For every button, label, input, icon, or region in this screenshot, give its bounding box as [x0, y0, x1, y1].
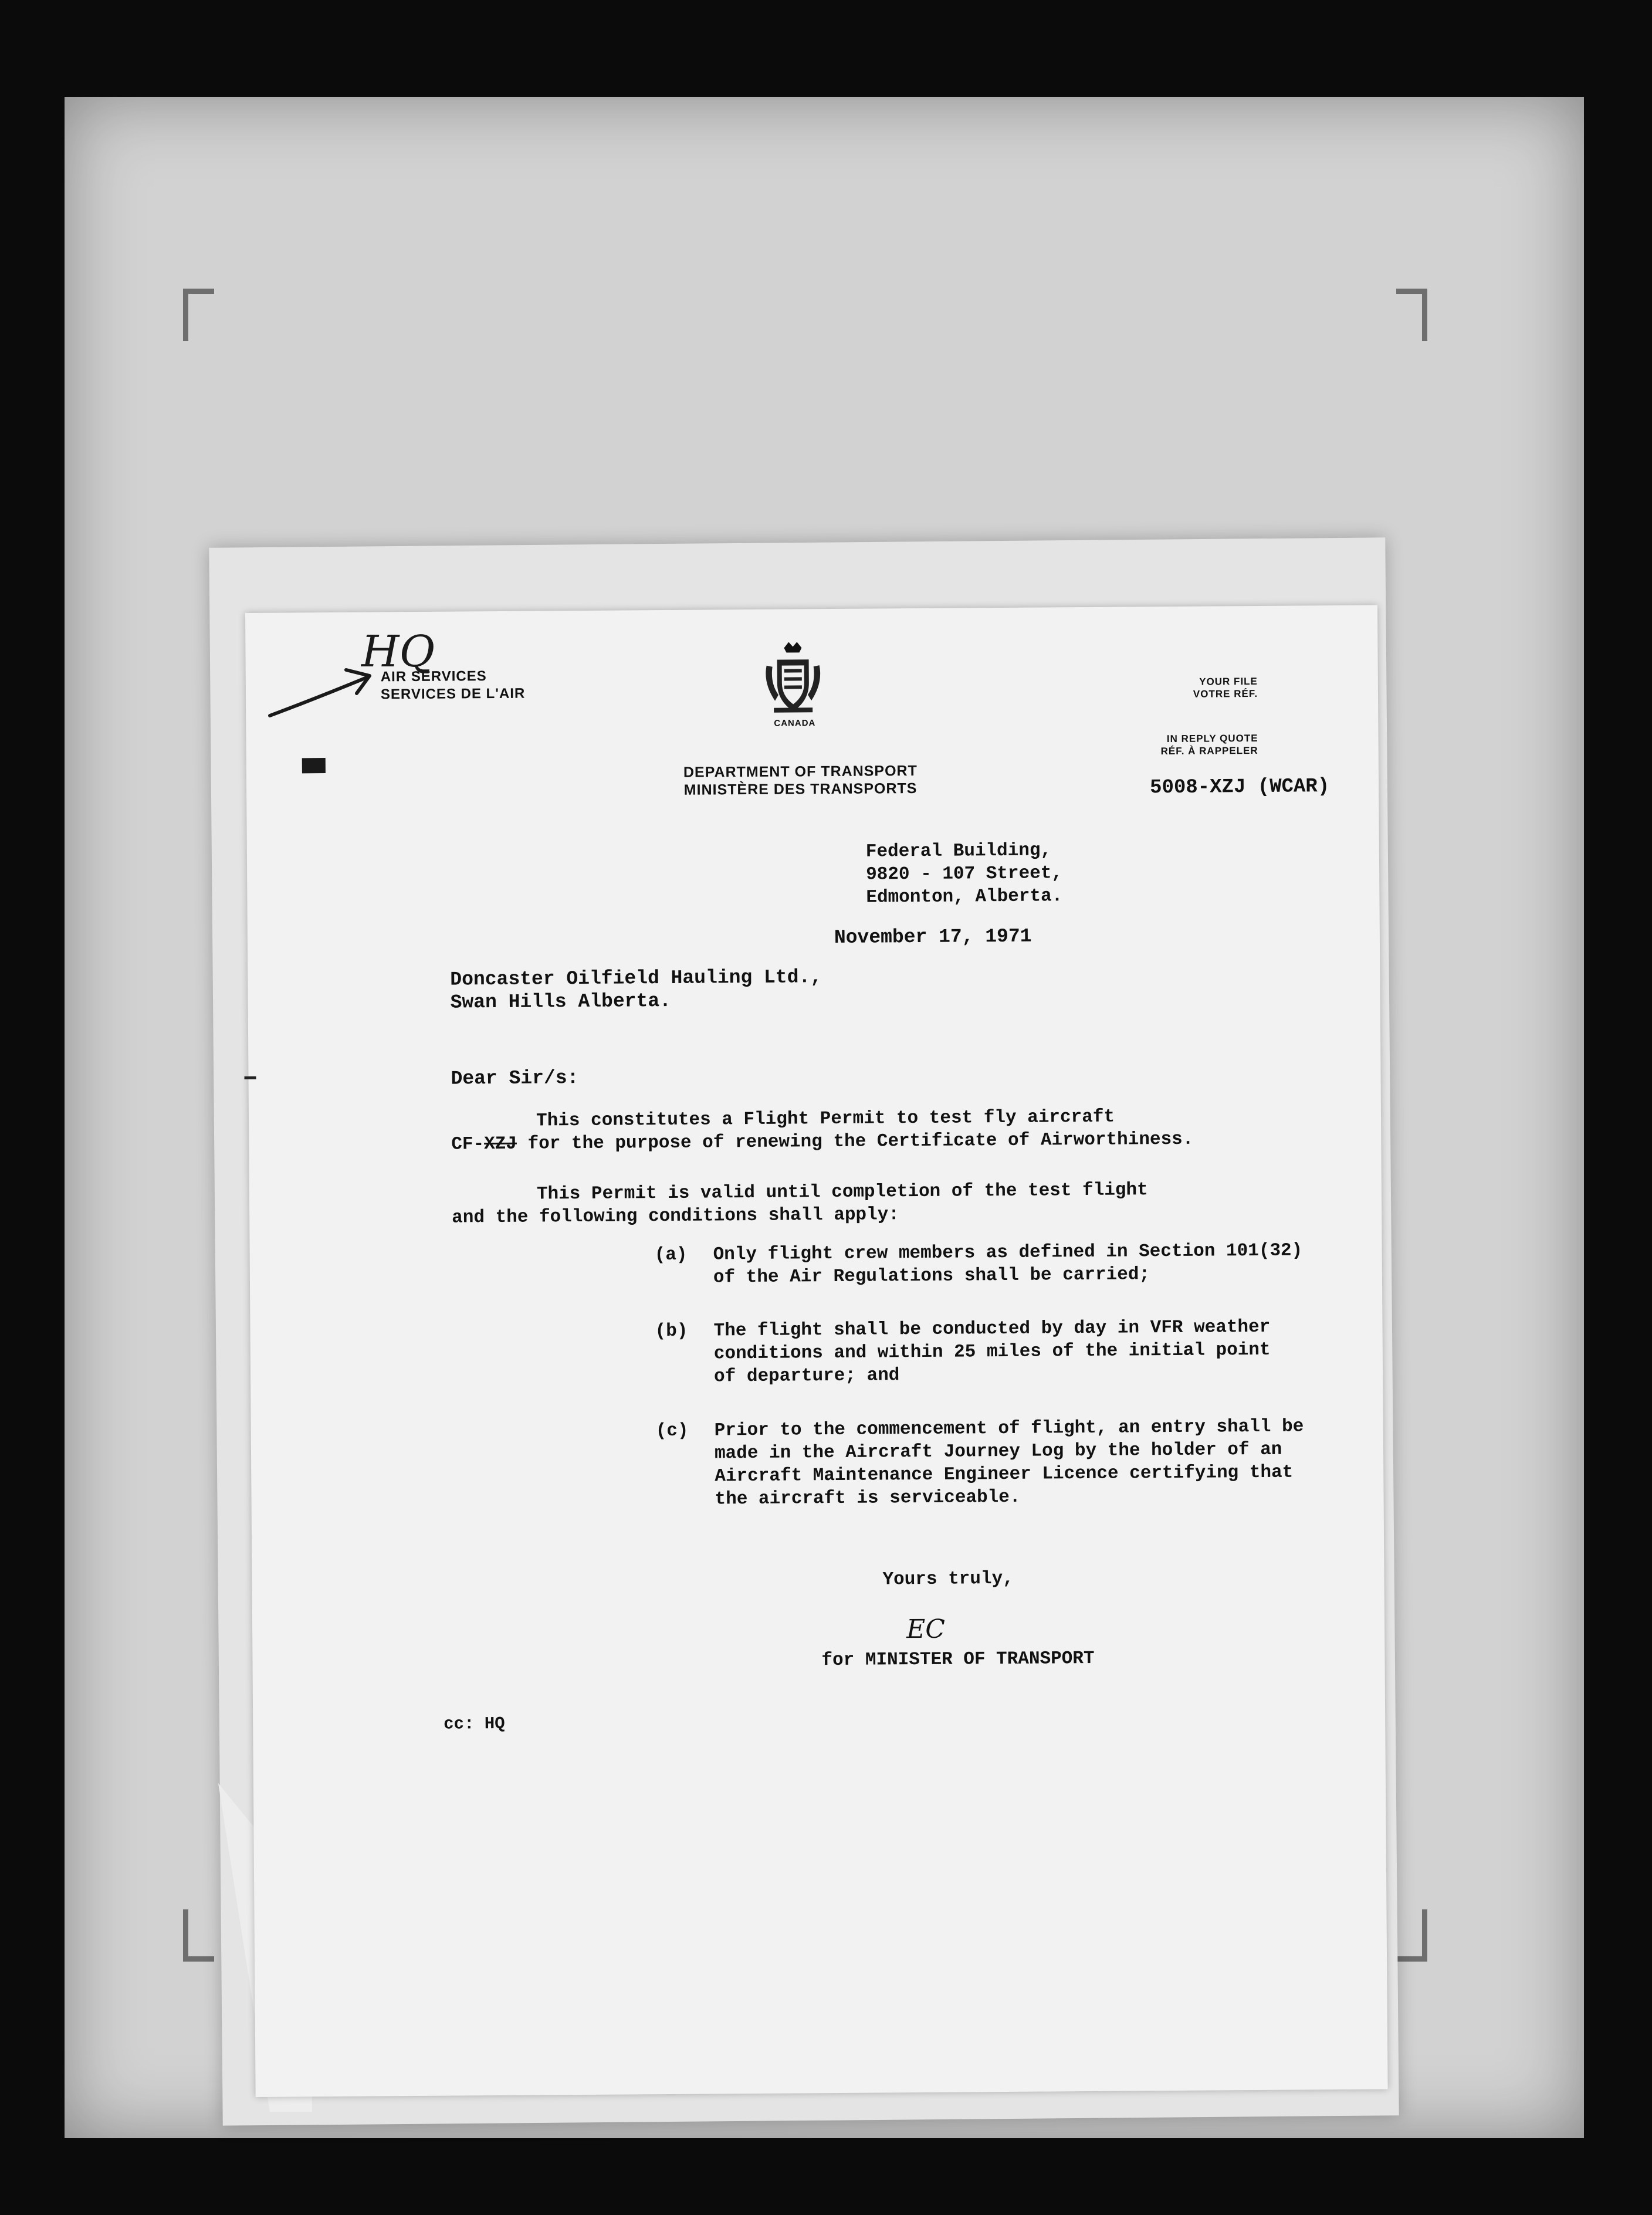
closing: Yours truly,	[882, 1568, 1014, 1590]
crop-mark-top-right	[1396, 289, 1427, 341]
reply-quote-label: IN REPLY QUOTE RÉF. À RAPPELER	[1160, 732, 1258, 757]
letter-date: November 17, 1971	[834, 925, 1032, 949]
file-reference: 5008-XZJ (WCAR)	[1149, 775, 1330, 800]
crop-mark-top-left	[183, 289, 214, 341]
condition-c: (c) Prior to the commencement of flight, an entry shall be made in the Aircraft Journey Log by the holder of an Aircraft Maintenance Engineer Licence certifying that the aircraft is serviceable.	[655, 1416, 1304, 1510]
department-name: DEPARTMENT OF TRANSPORT MINISTÈRE DES TRANSPORTS	[683, 763, 918, 798]
letterhead-left: AIR SERVICES SERVICES DE L'AIR	[380, 668, 526, 703]
handwritten-arrow-icon	[264, 657, 387, 722]
registration-mark: XZJ	[484, 1133, 517, 1155]
margin-mark	[245, 1076, 256, 1079]
canada-crest-icon	[760, 642, 825, 716]
paragraph-validity: This Permit is valid until completion of the test flight and the following conditions shall apply:	[452, 1180, 1148, 1228]
registration-prefix: CF-	[451, 1134, 485, 1155]
condition-a: (a) Only flight crew members as defined in Section 101(32) of the Air Regulations shall be carried;	[654, 1240, 1303, 1288]
crop-mark-bottom-left	[183, 1909, 214, 1962]
signature-line: for MINISTER OF TRANSPORT	[821, 1648, 1095, 1671]
your-file-label: YOUR FILE VOTRE RÉF.	[1193, 675, 1258, 700]
condition-b: (b) The flight shall be conducted by day in VFR weather conditions and within 25 miles of the initial point of departure; and	[655, 1316, 1271, 1387]
signature-initials: EC	[906, 1614, 946, 1645]
sender-address: Federal Building, 9820 - 107 Street, Edmonton, Alberta.	[865, 840, 1063, 908]
recipient-address: Doncaster Oilfield Hauling Ltd., Swan Hills Alberta.	[450, 966, 822, 1014]
handwritten-hq: HQ	[361, 626, 435, 677]
crop-mark-bottom-right	[1396, 1909, 1427, 1962]
letter-page	[245, 605, 1388, 2097]
carbon-copy: cc: HQ	[444, 1713, 505, 1734]
ink-mark	[302, 758, 326, 773]
crest-caption: CANADA	[774, 718, 816, 729]
paragraph-permit: This constitutes a Flight Permit to test fly aircraft CF-XZJ for the purpose of renewing the Certificate of Airworthiness.	[451, 1106, 1194, 1155]
salutation: Dear Sir/s:	[451, 1067, 579, 1090]
